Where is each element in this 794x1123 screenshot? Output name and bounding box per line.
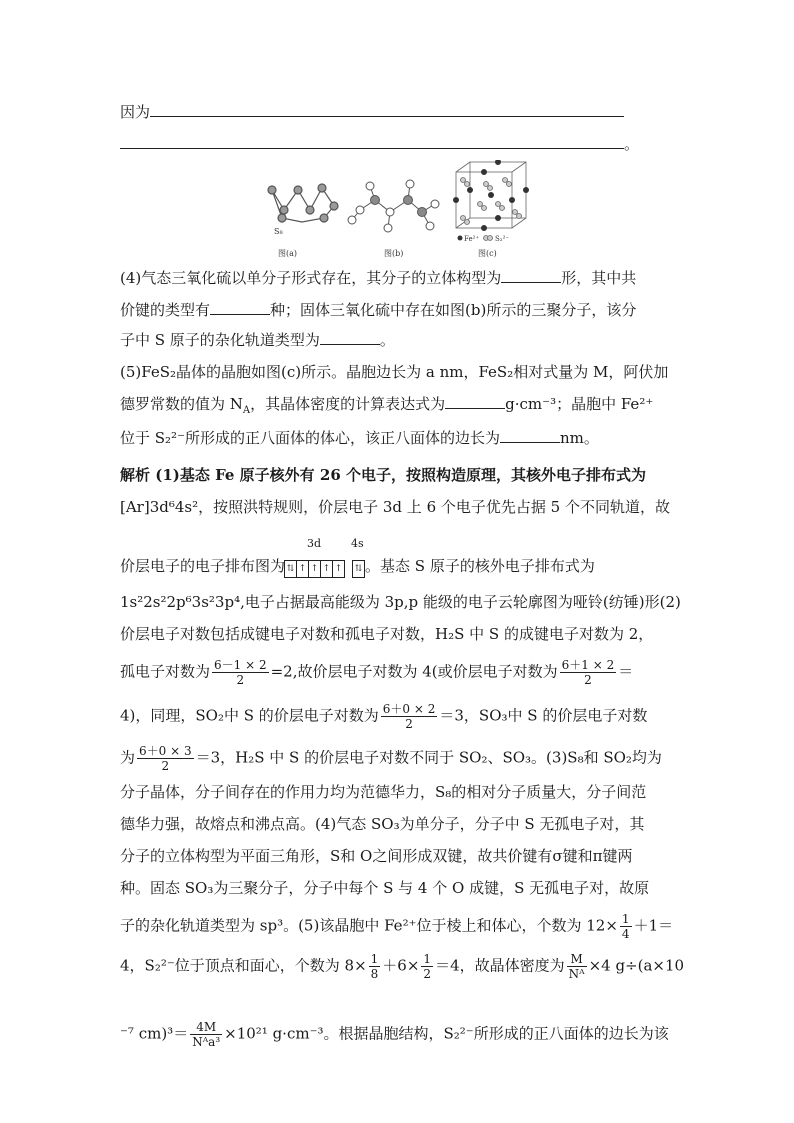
caption-c: 图(c) <box>478 249 497 258</box>
q5-line-2 <box>120 394 680 414</box>
analysis-text-4: 1s²2s²2p⁶3s²3p⁴,电子占据最高能级为 3p,p 能级的电子云轮廓图为哑铃(纺锤)形(2) <box>120 593 681 611</box>
analysis-text-9: 分子晶体，分子间存在的作用力均为范德华力，S₈的相对分子质量大，分子间范 <box>120 783 647 801</box>
q5-line-1 <box>120 362 680 382</box>
molecule-figures <box>260 160 540 260</box>
q5-text-2c: g·cm⁻³；晶胞中 Fe²⁺ <box>505 395 654 413</box>
orbital-diagram <box>285 537 365 578</box>
q4-blank-hybridization[interactable] <box>320 330 380 345</box>
because-label: 因为 <box>120 103 151 121</box>
orbital-4s-group <box>351 537 365 578</box>
analysis-text-14b: ＋6× <box>382 956 420 975</box>
fraction-denominator: Nᴬ <box>568 967 585 981</box>
fraction-numerator: 6＋1 × 2 <box>561 658 615 672</box>
analysis-text-15b: ×10²¹ g·cm⁻³。根据晶胞结构，S₂²⁻所形成的正八面体的边长为该 <box>224 1024 669 1043</box>
so3-trimer-figure <box>348 180 439 232</box>
analysis-line-6 <box>120 658 680 687</box>
analysis-text-13a: 子的杂化轨道类型为 sp³。(5)该晶胞中 Fe²⁺位于棱上和体心，个数为 12× <box>120 916 618 935</box>
q5-text-3a: 位于 S₂²⁻所形成的正八面体的体心，该正八面体的边长为 <box>120 429 500 447</box>
analysis-line-9 <box>120 782 680 802</box>
analysis-text-14d: ×4 g÷(a×10 <box>588 956 685 975</box>
q4-blank-bond-types[interactable] <box>210 300 270 315</box>
q4-blank-shape[interactable] <box>501 268 561 283</box>
q5-na-sub: A <box>242 405 251 416</box>
analysis-line-12 <box>120 878 680 898</box>
fraction <box>190 1020 222 1049</box>
answer-blank-1[interactable] <box>150 115 624 117</box>
analysis-text-14a: 4，S₂²⁻位于顶点和面心，个数为 8× <box>120 956 367 975</box>
answer-blank-2[interactable] <box>120 147 624 149</box>
caption-a: 图(a) <box>278 249 298 258</box>
analysis-text-8a: 为 <box>120 748 136 767</box>
analysis-text-1: 解析 (1)基态 Fe 原子核外有 26 个电子，按照构造原理，其核外电子排布式为 <box>120 466 646 484</box>
fraction-denominator: 2 <box>161 759 170 773</box>
s8-label: S₈ <box>274 227 283 236</box>
fes2-unit-cell-figure <box>453 160 529 241</box>
analysis-line-1 <box>120 465 680 485</box>
analysis-line-3 <box>120 537 680 578</box>
q4-text-3a: 子中 S 原子的杂化轨道类型为 <box>120 331 320 349</box>
analysis-text-6c: ＝ <box>618 662 634 681</box>
analysis-text-10: 德华力强，故熔点和沸点高。(4)气态 SO₃为单分子，分子中 S 无孤电子对，其 <box>120 815 645 833</box>
analysis-text-14c: ＝4，故晶体密度为 <box>435 956 565 975</box>
analysis-text-13b: ＋1＝ <box>633 916 674 935</box>
line-end-period: 。 <box>624 135 640 153</box>
analysis-text-7a: 4)，同理，SO₂中 S 的价层电子对数为 <box>120 706 379 725</box>
orbital-box: ⇅ <box>284 560 297 578</box>
q5-line-3 <box>120 428 680 448</box>
fraction <box>369 952 381 981</box>
q4-text-2b: 种；固体三氧化硫中存在如图(b)所示的三聚分子，该分 <box>270 301 637 319</box>
orbital-box: ↑ <box>320 560 333 578</box>
q5-text-1: (5)FeS₂晶体的晶胞如图(c)所示。晶胞边长为 a nm，FeS₂相对式量为 M，阿伏加 <box>120 363 669 381</box>
q5-blank-density[interactable] <box>445 394 505 409</box>
fraction <box>567 952 587 981</box>
analysis-line-8 <box>120 744 680 773</box>
fraction-denominator: 8 <box>370 967 379 981</box>
analysis-line-4 <box>120 592 680 612</box>
fraction <box>620 912 632 941</box>
analysis-text-3a: 价层电子的电子排布图为 <box>120 557 286 575</box>
fraction-denominator: 2 <box>405 717 413 731</box>
fraction-numerator: 1 <box>370 952 379 966</box>
q4-text-1b: 形，其中共 <box>561 269 637 287</box>
orbital-box: ↑ <box>332 560 345 578</box>
orbital-4s-label: 4s <box>351 537 364 550</box>
fraction <box>212 658 269 687</box>
fraction-denominator: Nᴬa³ <box>192 1035 221 1049</box>
answer-line-1 <box>120 102 680 122</box>
orbital-3d-label: 3d <box>307 537 322 550</box>
q5-text-2b: ，其晶体密度的计算表达式为 <box>250 395 446 413</box>
q5-text-3b: nm。 <box>560 429 599 447</box>
fraction-numerator: 6－1 × 2 <box>214 658 267 672</box>
analysis-text-6a: 孤电子对数为 <box>120 662 211 681</box>
fraction <box>137 744 194 773</box>
q4-line-2 <box>120 300 680 320</box>
fraction <box>381 702 438 731</box>
analysis-line-13 <box>120 912 680 941</box>
legend-fe: Fe²⁺ <box>464 235 480 243</box>
fraction-denominator: 4 <box>621 927 630 941</box>
analysis-line-2 <box>120 497 680 517</box>
analysis-line-14 <box>120 952 685 981</box>
caption-b: 图(b) <box>384 249 404 258</box>
fraction-numerator: 6＋0 × 3 <box>139 744 192 758</box>
analysis-text-2: [Ar]3d⁶4s²，按照洪特规则，价层电子 3d 上 6 个电子优先占据 5 个不同轨道，故 <box>120 498 670 516</box>
fraction-denominator: 2 <box>584 673 592 687</box>
orbital-box: ↑ <box>296 560 309 578</box>
legend-s2: S₂²⁻ <box>495 235 510 243</box>
q5-text-2a: 德罗常数的值为 N <box>120 395 243 413</box>
fraction-numerator: 1 <box>423 952 432 966</box>
q4-line-1 <box>120 268 680 288</box>
orbital-box: ↑ <box>308 560 321 578</box>
fraction-numerator: M <box>567 952 587 967</box>
fraction <box>421 952 433 981</box>
s8-ring-figure <box>268 184 338 222</box>
analysis-text-12: 种。固态 SO₃为三聚分子，分子中每个 S 与 4 个 O 成键，S 无孤电子对，故原 <box>120 879 650 897</box>
analysis-line-5 <box>120 624 680 644</box>
q5-blank-edge[interactable] <box>500 428 560 443</box>
fraction-numerator: 4M <box>190 1020 222 1035</box>
analysis-line-10 <box>120 814 680 834</box>
analysis-text-3b: 。基态 S 原子的核外电子排布式为 <box>365 557 595 575</box>
analysis-text-6b: =2,故价层电子对数为 4(或价层电子对数为 <box>270 662 558 681</box>
analysis-text-8b: ＝3，H₂S 中 S 的价层电子对数不同于 SO₂、SO₃。(3)S₈和 SO₂均为 <box>195 748 662 767</box>
analysis-text-7b: ＝3，SO₃中 S 的价层电子对数 <box>439 706 648 725</box>
fraction-numerator: 1 <box>621 912 630 926</box>
q4-text-2a: 价键的类型有 <box>120 301 211 319</box>
q4-text-1a: (4)气态三氧化硫以单分子形式存在，其分子的立体构型为 <box>120 269 502 287</box>
analysis-text-5: 价层电子对数包括成键电子对数和孤电子对数，H₂S 中 S 的成键电子对数为 2， <box>120 625 654 643</box>
analysis-line-7 <box>120 702 680 731</box>
analysis-text-11: 分子的立体构型为平面三角形，S和 O之间形成双键，故共价键有σ键和π键两 <box>120 847 633 865</box>
answer-line-2 <box>120 134 680 154</box>
figures-row <box>260 160 540 260</box>
analysis-line-11 <box>120 846 680 866</box>
fraction-numerator: 6＋0 × 2 <box>382 702 436 716</box>
q4-text-3b: 。 <box>379 331 395 349</box>
fraction <box>560 658 617 687</box>
fraction-denominator: 2 <box>236 673 245 687</box>
q4-line-3 <box>120 330 680 350</box>
orbital-3d-group <box>285 537 345 578</box>
analysis-line-15 <box>120 1020 680 1049</box>
analysis-text-15a: ⁻⁷ cm)³＝ <box>120 1024 189 1043</box>
orbital-box: ⇅ <box>352 560 365 578</box>
fraction-denominator: 2 <box>423 967 432 981</box>
